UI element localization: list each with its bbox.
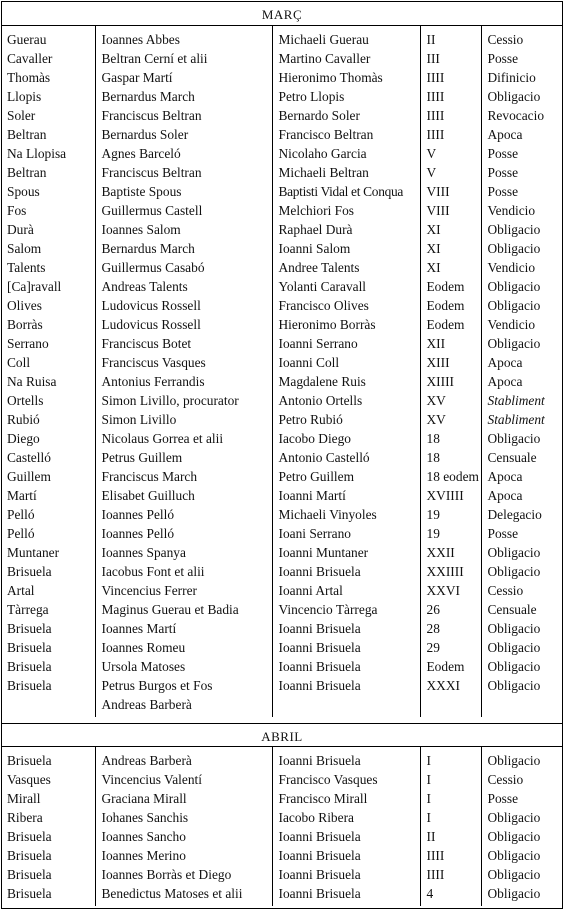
table-row [2, 220, 562, 239]
act-type-cell: Obligacio [481, 429, 562, 448]
table-row [2, 619, 562, 638]
grantor-cell: Ioannes Pelló [95, 524, 272, 543]
surname-cell: Tàrrega [7, 602, 49, 617]
table-row [2, 353, 562, 372]
day-cell: I [420, 789, 481, 808]
day-cell: XI [420, 239, 481, 258]
grantor-cell: Ursola Matoses [95, 657, 272, 676]
grantor-cell: Iacobus Font et alii [95, 562, 272, 581]
day-cell: I [420, 808, 481, 827]
grantor-cell: Vincencius Ferrer [95, 581, 272, 600]
recipient-cell [272, 695, 420, 717]
recipient-cell: Melchiori Fos [272, 201, 420, 220]
recipient-cell: Iacobo Ribera [272, 808, 420, 827]
surname-cell: Na Ruisa [7, 374, 57, 389]
surname-cell: Thomàs [7, 70, 51, 85]
act-type-cell: Vendicio [481, 201, 562, 220]
day-cell: Eodem [420, 277, 481, 296]
day-cell: V [420, 163, 481, 182]
table-row [2, 581, 562, 600]
act-type-cell [481, 695, 562, 717]
recipient-cell: Petro Llopis [272, 87, 420, 106]
grantor-cell: Franciscus Vasques [95, 353, 272, 372]
day-cell: XI [420, 258, 481, 277]
surname-cell: Mirall [7, 791, 41, 806]
day-cell: XXXI [420, 676, 481, 695]
recipient-cell: Francisco Mirall [272, 789, 420, 808]
act-type-cell: Revocacio [481, 106, 562, 125]
recipient-cell: Francisco Vasques [272, 770, 420, 789]
act-type-cell: Censuale [481, 600, 562, 619]
surname-cell: [Ca]ravall [7, 279, 62, 294]
recipient-cell: Ioanni Brisuela [272, 884, 420, 906]
table-row [2, 486, 562, 505]
grantor-cell: Guillermus Casabó [95, 258, 272, 277]
table-row [2, 770, 562, 789]
surname-cell: Diego [7, 431, 40, 446]
recipient-cell: Andree Talents [272, 258, 420, 277]
act-type-cell: Posse [481, 163, 562, 182]
act-type-cell: Obligacio [481, 277, 562, 296]
section-title-marc: MARÇ [2, 2, 562, 26]
surname-cell: Durà [7, 222, 34, 237]
recipient-cell: Ioanni Salom [272, 239, 420, 258]
recipient-cell: Vincencio Tàrrega [272, 600, 420, 619]
table-row [2, 334, 562, 353]
surname-cell: Brisuela [7, 621, 52, 636]
grantor-cell: Simon Livillo, procurator [95, 391, 272, 410]
table-row [2, 258, 562, 277]
grantor-cell: Beltran Cerní et alii [95, 49, 272, 68]
recipient-cell: Nicolaho Garcia [272, 144, 420, 163]
day-cell: 18 [420, 448, 481, 467]
act-type-cell: Obligacio [481, 638, 562, 657]
table-row [2, 26, 562, 49]
grantor-cell: Ioannes Borràs et Diego [95, 865, 272, 884]
table-row [2, 315, 562, 334]
surname-cell: Muntaner [7, 545, 60, 560]
day-cell: II [420, 26, 481, 49]
table-row [2, 391, 562, 410]
grantor-cell: Vincencius Valentí [95, 770, 272, 789]
table-row [2, 49, 562, 68]
act-type-cell: Obligacio [481, 562, 562, 581]
table-row [2, 657, 562, 676]
surname-cell: Rubió [7, 412, 40, 427]
grantor-cell: Franciscus Beltran [95, 163, 272, 182]
table-row [2, 144, 562, 163]
act-type-cell: Posse [481, 182, 562, 201]
table-row [2, 87, 562, 106]
day-cell: XXII [420, 543, 481, 562]
recipient-cell: Ioanni Brisuela [272, 865, 420, 884]
surname-cell: Guerau [7, 32, 47, 47]
surname-cell: Brisuela [7, 659, 52, 674]
recipient-cell: Baptisti Vidal et Conqua [272, 182, 420, 201]
recipient-cell: Martino Cavaller [272, 49, 420, 68]
grantor-cell: Petrus Burgos et Fos [95, 676, 272, 695]
day-cell: 28 [420, 619, 481, 638]
recipient-cell: Michaeli Guerau [272, 26, 420, 49]
table-row [2, 747, 562, 770]
act-type-cell: Obligacio [481, 827, 562, 846]
act-type-cell: Obligacio [481, 808, 562, 827]
grantor-cell: Elisabet Guilluch [95, 486, 272, 505]
recipient-cell: Ioanni Muntaner [272, 543, 420, 562]
surname-cell: Serrano [7, 336, 49, 351]
day-cell: VIII [420, 182, 481, 201]
recipient-cell: Ioanni Brisuela [272, 657, 420, 676]
surname-cell: Salom [7, 241, 42, 256]
act-type-cell: Obligacio [481, 239, 562, 258]
day-cell: Eodem [420, 315, 481, 334]
grantor-cell: Gaspar Martí [95, 68, 272, 87]
table-row [2, 182, 562, 201]
recipient-cell: Petro Rubió [272, 410, 420, 429]
act-type-cell: Cessio [481, 581, 562, 600]
act-type-cell: Obligacio [481, 334, 562, 353]
table-row [2, 429, 562, 448]
day-cell: IIII [420, 125, 481, 144]
recipient-cell: Francisco Olives [272, 296, 420, 315]
recipient-cell: Hieronimo Borràs [272, 315, 420, 334]
records-table-marc [2, 26, 562, 717]
grantor-cell: Benedictus Matoses et alii [95, 884, 272, 906]
recipient-cell: Petro Guillem [272, 467, 420, 486]
act-type-cell: Obligacio [481, 619, 562, 638]
act-type-cell: Obligacio [481, 543, 562, 562]
recipient-cell: Antonio Castelló [272, 448, 420, 467]
act-type-cell: Delegacio [481, 505, 562, 524]
surname-cell: Artal [7, 583, 35, 598]
act-type-cell: Obligacio [481, 657, 562, 676]
table-row [2, 505, 562, 524]
grantor-cell: Franciscus March [95, 467, 272, 486]
grantor-cell: Bernardus Soler [95, 125, 272, 144]
day-cell: IIII [420, 846, 481, 865]
day-cell: II [420, 827, 481, 846]
recipient-cell: Ioanni Brisuela [272, 562, 420, 581]
table-row [2, 448, 562, 467]
recipient-cell: Antonio Ortells [272, 391, 420, 410]
table-row [2, 638, 562, 657]
day-cell: XII [420, 334, 481, 353]
day-cell: XVIIII [420, 486, 481, 505]
day-cell: 18 [420, 429, 481, 448]
day-cell: XI [420, 220, 481, 239]
surname-cell: Castelló [7, 450, 51, 465]
surname-cell: Pelló [7, 526, 35, 541]
table-row [2, 846, 562, 865]
records-table-body [2, 747, 562, 906]
act-type-cell: Obligacio [481, 747, 562, 770]
act-type-cell: Apoca [481, 125, 562, 144]
records-table-body [2, 26, 562, 717]
surname-cell: Na Llopisa [7, 146, 67, 161]
surname-cell: Brisuela [7, 678, 52, 693]
surname-cell: Soler [7, 108, 36, 123]
surname-cell: Beltran [7, 165, 47, 180]
grantor-cell: Petrus Guillem [95, 448, 272, 467]
surname-cell: Ortells [7, 393, 44, 408]
surname-cell: Brisuela [7, 564, 52, 579]
grantor-cell: Simon Livillo [95, 410, 272, 429]
grantor-cell: Maginus Guerau et Badia [95, 600, 272, 619]
day-cell: V [420, 144, 481, 163]
day-cell: XIIII [420, 372, 481, 391]
surname-cell: Ribera [7, 810, 43, 825]
table-row [2, 372, 562, 391]
grantor-cell: Ioannes Merino [95, 846, 272, 865]
grantor-cell: Andreas Barberà [95, 695, 272, 717]
act-type-cell: Obligacio [481, 220, 562, 239]
recipient-cell: Ioanni Brisuela [272, 676, 420, 695]
recipient-cell: Bernardo Soler [272, 106, 420, 125]
act-type-cell: Posse [481, 144, 562, 163]
recipient-cell: Raphael Durà [272, 220, 420, 239]
table-row [2, 201, 562, 220]
act-type-cell: Apoca [481, 467, 562, 486]
surname-cell: Olives [7, 298, 42, 313]
surname-cell: Brisuela [7, 829, 52, 844]
table-row [2, 865, 562, 884]
act-type-cell: Cessio [481, 26, 562, 49]
recipient-cell: Michaeli Vinyoles [272, 505, 420, 524]
surname-cell: Brisuela [7, 640, 52, 655]
grantor-cell: Ludovicus Rossell [95, 315, 272, 334]
grantor-cell: Andreas Barberà [95, 747, 272, 770]
table-row [2, 296, 562, 315]
table-row [2, 884, 562, 906]
day-cell: 19 [420, 505, 481, 524]
grantor-cell: Graciana Mirall [95, 789, 272, 808]
table-row [2, 524, 562, 543]
table-row [2, 789, 562, 808]
act-type-cell: Obligacio [481, 676, 562, 695]
surname-cell: Brisuela [7, 848, 52, 863]
day-cell: XIII [420, 353, 481, 372]
act-type-cell: Obligacio [481, 865, 562, 884]
grantor-cell: Ioannes Martí [95, 619, 272, 638]
recipient-cell: Ioanni Brisuela [272, 638, 420, 657]
document-page [1, 1, 563, 909]
table-row [2, 410, 562, 429]
recipient-cell: Ioanni Brisuela [272, 846, 420, 865]
day-cell: 18 eodem [420, 467, 481, 486]
table-row [2, 239, 562, 258]
act-type-cell: Apoca [481, 486, 562, 505]
surname-cell: Cavaller [7, 51, 53, 66]
table-row [2, 676, 562, 695]
grantor-cell: Guillermus Castell [95, 201, 272, 220]
day-cell: I [420, 770, 481, 789]
recipient-cell: Yolanti Caravall [272, 277, 420, 296]
grantor-cell: Ioannes Salom [95, 220, 272, 239]
surname-cell [2, 695, 95, 717]
grantor-cell: Bernardus March [95, 87, 272, 106]
day-cell: 29 [420, 638, 481, 657]
day-cell: Eodem [420, 296, 481, 315]
act-type-cell: Obligacio [481, 884, 562, 906]
act-type-cell: Censuale [481, 448, 562, 467]
table-row [2, 543, 562, 562]
surname-cell: Fos [7, 203, 27, 218]
recipient-cell: Iacobo Diego [272, 429, 420, 448]
day-cell: III [420, 49, 481, 68]
day-cell: VIII [420, 201, 481, 220]
grantor-cell: Ioannes Pelló [95, 505, 272, 524]
recipient-cell: Hieronimo Thomàs [272, 68, 420, 87]
act-type-cell: Cessio [481, 770, 562, 789]
table-row [2, 827, 562, 846]
table-row [2, 600, 562, 619]
day-cell: IIII [420, 106, 481, 125]
day-cell: XXVI [420, 581, 481, 600]
day-cell: 4 [420, 884, 481, 906]
grantor-cell: Bernardus March [95, 239, 272, 258]
section-title-abril: ABRIL [2, 723, 562, 747]
act-type-cell: Difinicio [481, 68, 562, 87]
act-type-cell: Stabliment [481, 410, 562, 429]
surname-cell: Martí [7, 488, 37, 503]
act-type-cell: Vendicio [481, 258, 562, 277]
records-table-abril [2, 747, 562, 906]
surname-cell: Brisuela [7, 886, 52, 901]
surname-cell: Vasques [7, 772, 51, 787]
recipient-cell: Michaeli Beltran [272, 163, 420, 182]
surname-cell: Borràs [7, 317, 43, 332]
recipient-cell: Ioanni Brisuela [272, 827, 420, 846]
surname-cell: Brisuela [7, 867, 52, 882]
grantor-cell: Iohanes Sanchis [95, 808, 272, 827]
grantor-cell: Franciscus Beltran [95, 106, 272, 125]
grantor-cell: Agnes Barceló [95, 144, 272, 163]
act-type-cell: Vendicio [481, 315, 562, 334]
grantor-cell: Antonius Ferrandis [95, 372, 272, 391]
recipient-cell: Ioanni Artal [272, 581, 420, 600]
table-row [2, 695, 562, 717]
table-row [2, 808, 562, 827]
act-type-cell: Stabliment [481, 391, 562, 410]
day-cell [420, 695, 481, 717]
act-type-cell: Posse [481, 524, 562, 543]
day-cell: IIII [420, 865, 481, 884]
surname-cell: Llopis [7, 89, 42, 104]
grantor-cell: Ioannes Romeu [95, 638, 272, 657]
act-type-cell: Posse [481, 789, 562, 808]
grantor-cell: Franciscus Botet [95, 334, 272, 353]
day-cell: Eodem [420, 657, 481, 676]
surname-cell: Coll [7, 355, 31, 370]
day-cell: IIII [420, 87, 481, 106]
day-cell: XXIIII [420, 562, 481, 581]
surname-cell: Guillem [7, 469, 51, 484]
recipient-cell: Francisco Beltran [272, 125, 420, 144]
grantor-cell: Baptiste Spous [95, 182, 272, 201]
surname-cell: Pelló [7, 507, 35, 522]
act-type-cell: Obligacio [481, 87, 562, 106]
table-row [2, 125, 562, 144]
table-row [2, 467, 562, 486]
recipient-cell: Magdalene Ruis [272, 372, 420, 391]
recipient-cell: Ioanni Serrano [272, 334, 420, 353]
table-row [2, 163, 562, 182]
act-type-cell: Obligacio [481, 846, 562, 865]
table-row [2, 562, 562, 581]
surname-cell: Spous [7, 184, 40, 199]
day-cell: XV [420, 410, 481, 429]
grantor-cell: Ludovicus Rossell [95, 296, 272, 315]
surname-cell: Beltran [7, 127, 47, 142]
day-cell: XV [420, 391, 481, 410]
grantor-cell: Ioannes Abbes [95, 26, 272, 49]
day-cell: 19 [420, 524, 481, 543]
grantor-cell: Ioannes Sancho [95, 827, 272, 846]
table-row [2, 68, 562, 87]
surname-cell: Brisuela [7, 753, 52, 768]
recipient-cell: Ioanni Martí [272, 486, 420, 505]
recipient-cell: Ioanni Brisuela [272, 747, 420, 770]
recipient-cell: Ioani Serrano [272, 524, 420, 543]
grantor-cell: Ioannes Spanya [95, 543, 272, 562]
recipient-cell: Ioanni Brisuela [272, 619, 420, 638]
act-type-cell: Apoca [481, 372, 562, 391]
recipient-cell: Ioanni Coll [272, 353, 420, 372]
grantor-cell: Andreas Talents [95, 277, 272, 296]
table-row [2, 277, 562, 296]
act-type-cell: Obligacio [481, 296, 562, 315]
day-cell: IIII [420, 68, 481, 87]
day-cell: I [420, 747, 481, 770]
act-type-cell: Apoca [481, 353, 562, 372]
day-cell: 26 [420, 600, 481, 619]
table-row [2, 106, 562, 125]
act-type-cell: Posse [481, 49, 562, 68]
grantor-cell: Nicolaus Gorrea et alii [95, 429, 272, 448]
surname-cell: Talents [7, 260, 46, 275]
